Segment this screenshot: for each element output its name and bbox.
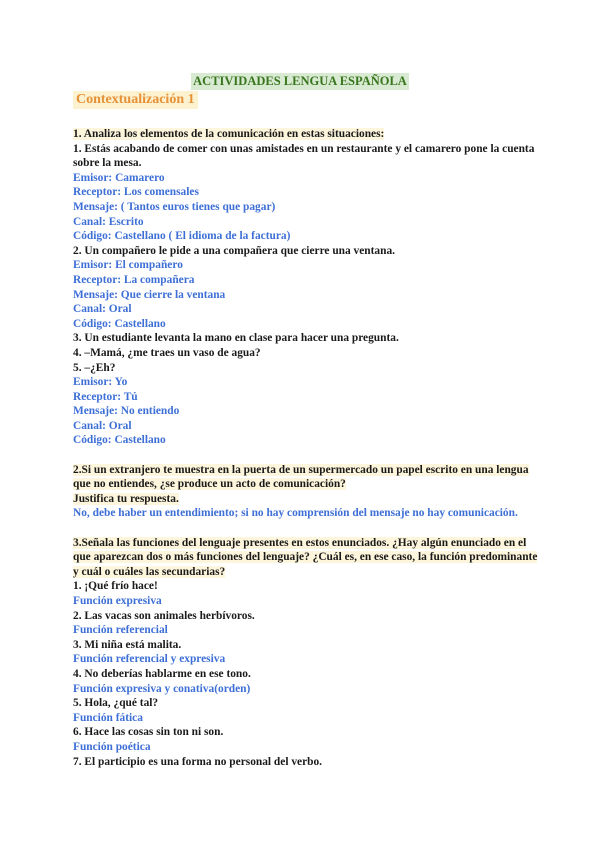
blank-line (73, 448, 533, 463)
line-text: Mensaje: ( Tantos euros tienes que pagar) (73, 200, 276, 213)
line-text: 4. –Mamá, ¿me traes un vaso de agua? (73, 346, 261, 359)
question-line (73, 696, 533, 711)
question-line (73, 127, 533, 142)
line-text: Código: Castellano ( El idioma de la factura) (73, 230, 291, 243)
line-text: Canal: Oral (73, 303, 132, 316)
line-text: 3. Mi niña está malita. (73, 638, 182, 651)
line-text: Emisor: Yo (73, 376, 128, 389)
answer-line (73, 288, 533, 303)
blank-line (73, 521, 533, 536)
line-text: Mensaje: Que cierre la ventana (73, 288, 226, 301)
line-text: 2. Un compañero le pide a una compañera que cierre una ventana. (73, 244, 395, 257)
answer-line (73, 419, 533, 434)
answer-line (73, 652, 533, 667)
question-line (73, 477, 533, 492)
line-text: 1. Estás acabando de comer con unas amistades en un restaurante y el camarero pone la cuenta (73, 142, 535, 155)
line-text: Mensaje: No entiendo (73, 405, 180, 418)
line-text: No, debe haber un entendimiento; si no hay comprensión del mensaje no hay comunicación. (73, 507, 518, 520)
question-line (73, 579, 533, 594)
line-text: Código: Castellano (73, 434, 166, 447)
document-title: ACTIVIDADES LENGUA ESPAÑOLA (193, 74, 407, 88)
line-text: sobre la mesa. (73, 157, 142, 170)
line-text: 5. –¿Eh? (73, 361, 116, 374)
line-text: Receptor: Tú (73, 390, 138, 403)
question-line (73, 331, 533, 346)
line-text: y cuál o cuáles las secundarias? (73, 565, 226, 578)
answer-line (73, 682, 533, 697)
question-line (73, 609, 533, 624)
line-text: 3.Señala las funciones del lenguaje presentes en estos enunciados. ¿Hay algún enunciado en el (73, 536, 527, 549)
answer-line (73, 404, 533, 419)
line-text: 4. No deberías hablarme en ese tono. (73, 667, 251, 680)
title-row (0, 72, 600, 90)
line-text: Función referencial (73, 624, 168, 637)
line-text: Emisor: El compañero (73, 259, 183, 272)
document-body (73, 127, 538, 769)
answer-line (73, 258, 533, 273)
line-text: 6. Hace las cosas sin ton ni son. (73, 726, 224, 739)
answer-line (73, 375, 533, 390)
question-line (73, 725, 533, 740)
answer-line (73, 302, 533, 317)
line-text: Receptor: Los comensales (73, 186, 199, 199)
answer-line (73, 185, 533, 200)
answer-line (73, 506, 533, 521)
line-text: Código: Castellano (73, 317, 166, 330)
question-line (73, 463, 533, 478)
answer-line (73, 171, 533, 186)
line-text: 2.Si un extranjero te muestra en la puerta de un supermercado un papel escrito en una lengua (73, 463, 529, 476)
line-text: 1. Analiza los elementos de la comunicación en estas situaciones: (73, 128, 385, 140)
answer-line (73, 317, 533, 332)
line-text: 2. Las vacas son animales herbívoros. (73, 609, 255, 622)
line-text: Función referencial y expresiva (73, 653, 226, 666)
answer-line (73, 433, 533, 448)
line-text: Canal: Oral (73, 419, 132, 432)
line-text: 5. Hola, ¿qué tal? (73, 697, 159, 710)
question-line (73, 565, 533, 580)
answer-line (73, 711, 533, 726)
line-text: que no entiendes, ¿se produce un acto de comunicación? (73, 478, 346, 491)
question-line (73, 667, 533, 682)
question-line (73, 142, 533, 157)
question-line (73, 156, 533, 171)
line-text: Función expresiva y conativa(orden) (73, 682, 251, 695)
question-line (73, 550, 538, 565)
answer-line (73, 215, 533, 230)
question-line (73, 638, 533, 653)
answer-line (73, 200, 533, 215)
section-subtitle: Contextualización 1 (73, 91, 198, 109)
question-line (73, 244, 533, 259)
line-text: Canal: Escrito (73, 215, 144, 228)
question-line (73, 536, 533, 551)
line-text: Emisor: Camarero (73, 171, 165, 184)
line-text: 7. El participio es una forma no personal del verbo. (73, 755, 323, 768)
line-text: 1. ¡Qué frío hace! (73, 580, 158, 593)
answer-line (73, 390, 533, 405)
line-text: Receptor: La compañera (73, 273, 195, 286)
question-line (73, 361, 533, 376)
answer-line (73, 623, 533, 638)
answer-line (73, 594, 533, 609)
answer-line (73, 229, 533, 244)
line-text: 3. Un estudiante levanta la mano en clase para hacer una pregunta. (73, 332, 399, 345)
question-line (73, 755, 533, 770)
line-text: Función expresiva (73, 595, 162, 607)
answer-line (73, 273, 533, 288)
question-line (73, 492, 533, 507)
line-text: que aparezcan dos o más funciones del lenguaje? ¿Cuál es, en ese caso, la función predominante (73, 551, 538, 564)
answer-line (73, 740, 533, 755)
line-text: Función fática (73, 711, 143, 724)
line-text: Justifica tu respuesta. (73, 492, 179, 505)
question-line (73, 346, 533, 361)
line-text: Función poética (73, 740, 151, 753)
